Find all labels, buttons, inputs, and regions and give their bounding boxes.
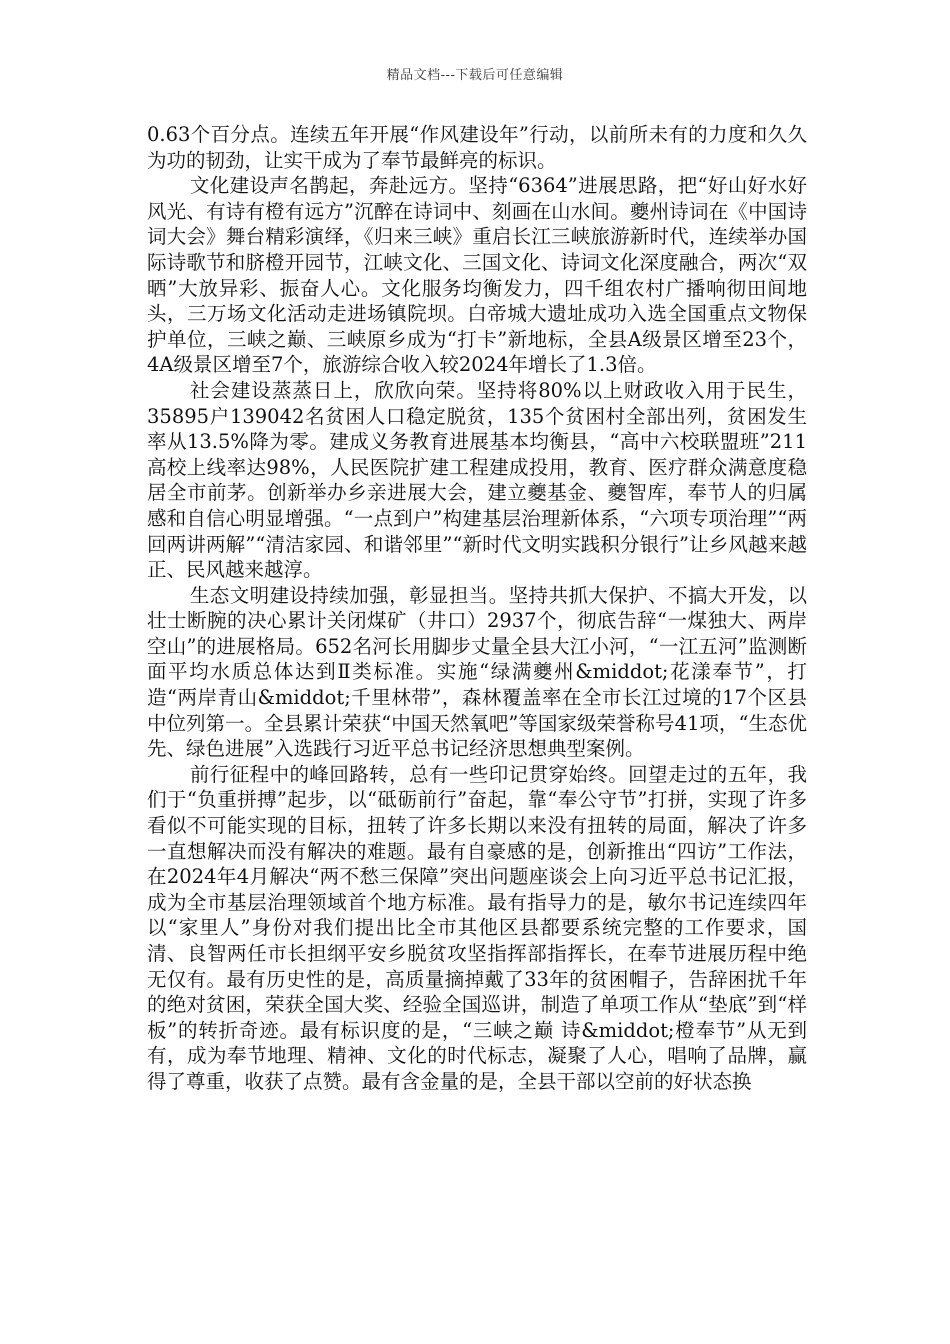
page-header: 精品文档---下载后可任意编辑 [386,68,564,83]
paragraph-culture: 文化建设声名鹊起，奔赴远方。坚持“6364”进展思路，把“好山好水好风光、有诗有橙有远方”沉醉在诗词中、刻画在山水间。夔州诗词在《中国诗词大会》舞台精彩演绎，《归来三峡》重启长江三峡旅游新时代，连续举办国际诗歌节和脐橙开园节，江峡文化、三国文化、诗词文化深度融合，两次“双晒”大放异彩、振奋人心。文化服务均衡发力，四千组农村广播响彻田间地头，三万场文化活动走进场镇院坝。白帝城大遗址成功入选全国重点文物保护单位，三峡之巅、三峡原乡成为“打卡”新地标，全县A级景区增至23个，4A级景区增至7个，旅游综合收入较2024年增长了1.3倍。 [147,174,807,377]
document-body [147,122,807,1095]
paragraph-review: 前行征程中的峰回路转，总有一些印记贯穿始终。回望走过的五年，我们于“负重拼搏”起步，以“砥砺前行”奋起，靠“奉公守节”打拼，实现了许多看似不可能实现的目标，扭转了许多长期以来没有扭转的局面，解决了许多一直想解决而没有解决的难题。最有自豪感的是，创新推出“四访”工作法，在2024年4月解决“两不愁三保障”突出问题座谈会上向习近平总书记汇报，成为全市基层治理领域首个地方标准。最有指导力的是，敏尔书记连续四年以“家里人”身份对我们提出比全市其他区县都要系统完整的工作要求，国清、良智两任市长担纲平安乡脱贫攻坚指挥部指挥长，在奉节进展历程中绝无仅有。最有历史性的是，高质量摘掉戴了33年的贫困帽子，告辞困扰千年的绝对贫困，荣获全国大奖、经验全国巡讲，制造了单项工作从“垫底”到“样板”的转折奇迹。最有标识度的是，“三峡之巅 诗&middot;橙奉节”从无到有，成为奉节地理、精神、文化的时代标志，凝聚了人心，唱响了品牌，赢得了尊重，收获了点赞。最有含金量的是，全县干部以空前的好状态换 [147,762,807,1093]
paragraph-continuation: 0.63个百分点。连续五年开展“作风建设年”行动，以前所未有的力度和久久为功的韧劲，让实干成为了奉节最鲜亮的标识。 [147,123,807,172]
paragraph-society: 社会建设蒸蒸日上，欣欣向荣。坚持将80%以上财政收入用于民生，35895户139042名贫困人口稳定脱贫，135个贫困村全部出列，贫困发生率从13.5%降为零。建成义务教育进展基本均衡县，“高中六校联盟班”211高校上线率达98%，人民医院扩建工程建成投用，教育、医疗群众满意度稳居全市前茅。创新举办乡亲进展大会，建立夔基金、夔智库，奉节人的归属感和自信心明显增强。“一点到户”构建基层治理新体系，“六项专项治理”“两回两讲两解”“清洁家园、和谐邻里”“新时代文明实践积分银行”让乡风越来越正、民风越来越淳。 [147,378,807,582]
paragraph-ecology: 生态文明建设持续加强，彰显担当。坚持共抓大保护、不搞大开发，以壮士断腕的决心累计关闭煤矿（井口）2937个，彻底告辞“一煤独大、两岸空山”的进展格局。652名河长用脚步丈量全县大江小河，“一江五河”监测断面平均水质总体达到Ⅱ类标准。实施“绿满夔州&middot;花漾奉节”，打造“两岸青山&middot;千里林带”，森林覆盖率在全市长江过境的17个区县中位列第一。全县累计荣获“中国天然氧吧”等国家级荣誉称号41项，“生态优先、绿色进展”入选践行习近平总书记经济思想典型案例。 [147,583,807,761]
